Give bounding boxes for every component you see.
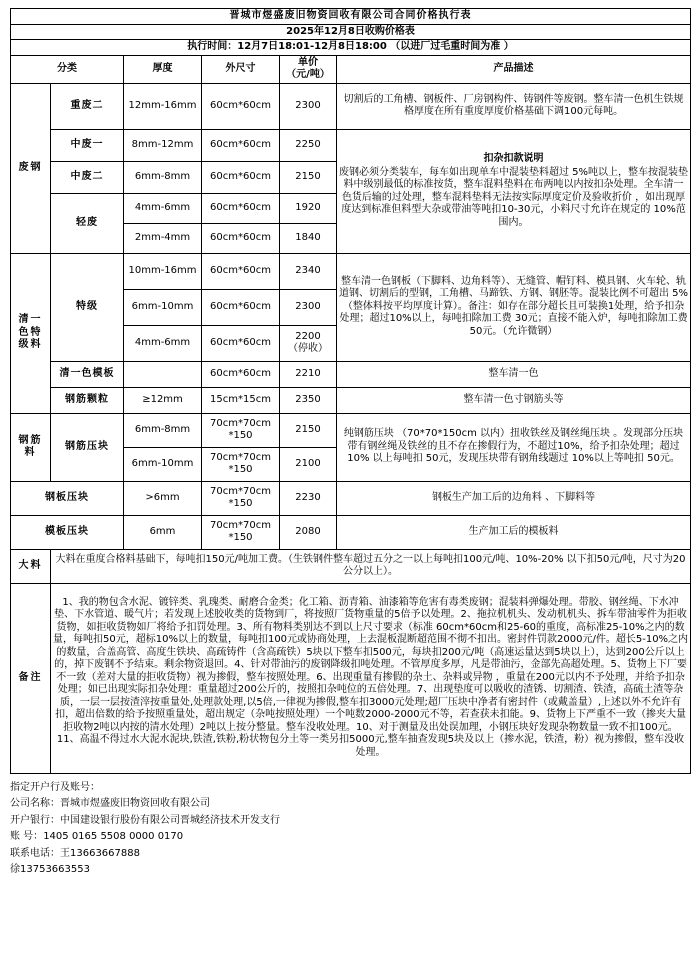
price-11: 2100: [280, 447, 337, 481]
document-title: 晋城市煜盛废旧物资回收有限公司合同价格执行表: [11, 9, 691, 25]
thickness-1: 8mm-12mm: [124, 129, 202, 161]
bank-info-block: [10, 780, 690, 879]
size-13: [202, 515, 280, 549]
subcategory-zhongfei-er2: 中废二: [51, 161, 124, 193]
col-header-size: 外尺寸: [202, 55, 280, 83]
size-11: [202, 447, 280, 481]
execution-time: 执行时间：12月7日18:01-12月8日18:00 （以进厂过毛重时间为准 ）: [11, 40, 691, 56]
size-1: 60cm*60cm: [202, 129, 280, 161]
price-2: 2150: [280, 161, 337, 193]
description-kouza: [337, 129, 691, 253]
phone2-line: [10, 862, 690, 879]
account-no-value: 1405 0165 5508 0000 0170: [43, 831, 184, 842]
main-price-table: [10, 8, 691, 774]
phone-line: [10, 846, 690, 863]
description-teji: 整车清一色钢板（下脚料、边角料等）、无缝管、帽钉料、模具钢、火车轮、轨道钢、切割后的型钢，工角槽、马蹄铁、方钢、钢胚等。混装比例不可超出 5%（整体料按平均厚度计算）。备注：如存在部分超长且可装换1处理，给予扣杂处理；超过10%以上，每吨扣除加工费 30元；直接不能入炉，每吨扣除加工费50元。（允许微钢）: [337, 253, 691, 361]
description-13: 生产加工后的模板料: [337, 515, 691, 549]
price-5: 2340: [280, 253, 337, 289]
size-0: 60cm*60cm: [202, 83, 280, 129]
account-no-line: [10, 829, 690, 846]
col-header-thickness: 厚度: [124, 55, 202, 83]
size-13-line2: *150: [228, 532, 253, 543]
thickness-6: 6mm-10mm: [124, 289, 202, 325]
price-8: 2210: [280, 361, 337, 387]
price-7: [280, 325, 337, 361]
description-12: 钢板生产加工后的边角料 、下脚料等: [337, 481, 691, 515]
subcategory-teji: 特级: [51, 253, 124, 361]
size-4: 60cm*60cm: [202, 223, 280, 253]
price-6: 2300: [280, 289, 337, 325]
subcategory-zhongfei-yi: 中废一: [51, 129, 124, 161]
thickness-2: 6mm-8mm: [124, 161, 202, 193]
subcategory-gangjin-keli: 钢筋颗粒: [51, 387, 124, 413]
price-3: 1920: [280, 193, 337, 223]
price-9: 2350: [280, 387, 337, 413]
size-10-line2: *150: [228, 430, 253, 441]
bank-line: [10, 813, 690, 830]
thickness-13: 6mm: [124, 515, 202, 549]
bank-value: 中国建设银行股份有限公司晋城经济技术开发支行: [60, 814, 280, 826]
subcategory-gangban-yakuai: 钢板压块: [11, 481, 124, 515]
price-1: 2250: [280, 129, 337, 161]
price-0: 2300: [280, 83, 337, 129]
size-5: 60cm*60cm: [202, 253, 280, 289]
price-7-line2: （停收）: [288, 343, 328, 354]
col-header-category: 分类: [11, 55, 124, 83]
col-header-description: 产品描述: [337, 55, 691, 83]
description-zhongfei-er: 切割后的工角槽、钢板件、厂房钢构件、铸钢件等废钢。整车清一色机生铁规格厚度在所有重度厚度价格基础下调100元每吨。: [337, 83, 691, 129]
category-qingyise-label: 清一色特级料: [18, 314, 43, 351]
thickness-12: >6mm: [124, 481, 202, 515]
size-13-line1: 70cm*70cm: [210, 519, 271, 531]
size-2: 60cm*60cm: [202, 161, 280, 193]
price-10: 2150: [280, 413, 337, 447]
description-kouza-body: 废钢必须分类装车，每车如出现单车中混装垫料超过 5%吨以上，整车按混装垫料中级别最低的标准按货，整车混料垫料在布两吨以内按扣杂处理。全车清一色货后输的过处理，整车混料垫料无法按实际厚度定价及验收折价 ，如出现厚度达到标准但料型大杂或带油等吨扣10-30元，小料尺寸允许在规定的 10%范围内。: [339, 166, 689, 228]
category-feigang: 废钢: [11, 83, 51, 253]
thickness-5: 10mm-16mm: [124, 253, 202, 289]
description-9: 整车清一色寸钢筋头等: [337, 387, 691, 413]
description-gangjin-yakuai: 纯钢筋压块 （70*70*150cm 以内）扭收铁丝及钢丝绳压块 。发现部分压块带有钢丝绳及铁丝的且不存在掺假行为，不超过10%，给予扣杂处理；超过10% 以上每吨扣 50元，发现压块带有钢角线题过 10%以上等吨扣 50元。: [337, 413, 691, 481]
size-10: [202, 413, 280, 447]
thickness-10: 6mm-8mm: [124, 413, 202, 447]
size-11-line2: *150: [228, 464, 253, 475]
document-subtitle: 2025年12月8日收购价格表: [11, 24, 691, 40]
company-line: [10, 796, 690, 813]
description-kouza-title: 扣杂扣款说明: [483, 153, 544, 164]
bank-label: 开户银行：: [10, 814, 60, 826]
price-12: 2230: [280, 481, 337, 515]
thickness-0: 12mm-16mm: [124, 83, 202, 129]
price-7-line1: 2200: [295, 330, 321, 342]
size-11-line1: 70cm*70cm: [210, 451, 271, 463]
phone-value: 王13663667888: [60, 847, 140, 859]
price-4: 1840: [280, 223, 337, 253]
subcategory-zhongfei-er: 重废二: [51, 83, 124, 129]
subcategory-qingyise-muban: 清一色模板: [51, 361, 124, 387]
size-10-line1: 70cm*70cm: [210, 417, 271, 429]
size-3: 60cm*60cm: [202, 193, 280, 223]
category-daliao: 大料: [11, 549, 51, 583]
category-beizhu: 备注: [11, 583, 51, 773]
thickness-8: [124, 361, 202, 387]
phone-label: 联系电话：: [10, 847, 60, 859]
size-7: 60cm*60cm: [202, 325, 280, 361]
thickness-11: 6mm-10mm: [124, 447, 202, 481]
bank-account-label: 指定开户行及账号：: [10, 781, 100, 793]
subcategory-qingfei: 轻废: [51, 193, 124, 253]
size-12-line2: *150: [228, 498, 253, 509]
category-gangjinliao: 钢筋料: [11, 413, 51, 481]
note-daliao: 大料在重度合格料基础下，每吨扣150元/吨加工费。（生铁钢件整车超过五分之一以上每吨扣100元/吨、10%-20% 以下扣50元/吨，尺寸为20公分以上）。: [51, 549, 691, 583]
thickness-3: 4mm-6mm: [124, 193, 202, 223]
price-13: 2080: [280, 515, 337, 549]
phone2-value: 徐13753663553: [10, 864, 90, 875]
size-12: [202, 481, 280, 515]
description-8: 整车清一色: [337, 361, 691, 387]
account-no-label: 账 号：: [10, 831, 44, 842]
thickness-9: ≥12mm: [124, 387, 202, 413]
col-header-price-line2: （元/吨）: [286, 69, 330, 80]
company-value: 晋城市煜盛废旧物资回收有限公司: [60, 798, 210, 809]
col-header-price: [280, 55, 337, 83]
size-8: 60cm*60cm: [202, 361, 280, 387]
size-12-line1: 70cm*70cm: [210, 485, 271, 497]
size-9: 15cm*15cm: [202, 387, 280, 413]
subcategory-gangjin-yakuai: 钢筋压块: [51, 413, 124, 481]
size-6: 60cm*60cm: [202, 289, 280, 325]
subcategory-muban-yakuai: 模板压块: [11, 515, 124, 549]
thickness-7: 4mm-6mm: [124, 325, 202, 361]
category-qingyise: [11, 253, 51, 413]
thickness-4: 2mm-4mm: [124, 223, 202, 253]
company-label: 公司名称：: [10, 798, 60, 809]
note-body: 1、我的物包含水泥、镀锌类、乳瑰类、耐磨合金类；化工箱、沥青箱、油漆箱等危害有毒类废钢；混装料弹爆处理。带胶、钢丝绳、下水冲垫、下水管道、暖气片；若发现上述胶收类的货物到厂，将按照厂货物重量的5倍予以处理。2、拖拉机机头、发动机机头、拆车带油零件为拒收货物，如拒收货物如厂将给予扣罚处理。3、所有物料类别达不到以上尺寸要求（标准 60cm*60cm和25-60的重度，高标准25-10%之内的数量，每吨扣50元，超标10%以上的数量，每吨扣100元或协商处理，上去混板混断超范围不彻不扣出。密封件罚款2000元/件。超长5-10%之内的数量，合盖高管、高度生铁块、高疏铸件（含高疏铁）5块以下整车扣500元，每块扣200元/吨（高速运量达到5块以上），达到200公斤以上的，掉下废钢不予结束。剩余物资退回。4、针对带油污的废钢降级扣吨处理。不管厚度多厚，凡是带油污，金部先高超处理。5、货物上下厂要不一致（差对大量的拒收货物）视为掺假，整车按照处理。6、出现重量有掺假的杂土、杂料或异物 ，重量在200元以内不予处理，并给予扣杂处理；如已出现实际扣杂处理：重量超过200公斤的，按照扣杂吨位的五倍处理。7、出现垫度可以吸收的渣锈、切割渣、铁渣，高硫土渣等杂质，一层一层按渣滓按重量处,处理款处理,以5倍,一律视为掺假,整车扣3000元处理;超厂压块中净者有密封件（或戴盖量）,上述以外不允许有扣，超出倍数的给予按照重量处，超出规定（杂吨按照处理）一个吨数2000-2000元不等，若查获未扣能。9、货物上下严重不一致（掺夹大量拒收物2吨以内按的清水处理）2吨以上按分整量。整车没收处理。10、对于测量及出处误加理，小钢压块好发现杂物数量一致不扣100元。11、高温不得过水大泥水泥块,铁渣,铁粉,粉状物包分土等一类另扣5000元,整车抽查发现5块及以上（掺水泥，铁渣，粉）视为掺假，整车没收处理。: [51, 583, 691, 773]
col-header-price-line1: 单价: [298, 56, 318, 68]
